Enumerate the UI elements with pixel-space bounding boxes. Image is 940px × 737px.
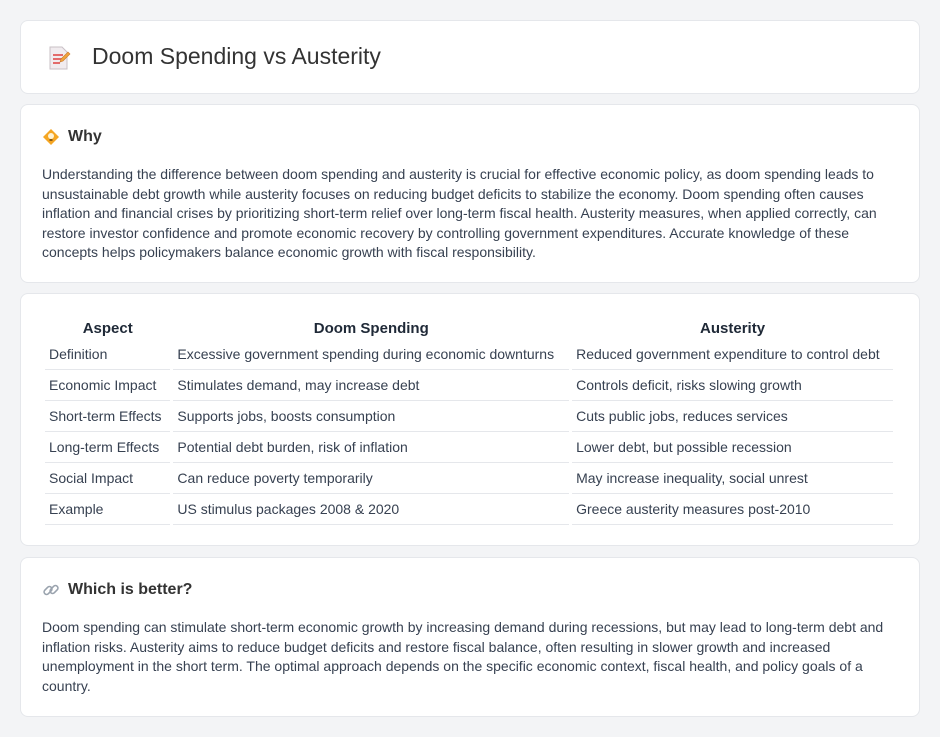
table-cell: Cuts public jobs, reduces services bbox=[572, 401, 893, 432]
table-cell: Reduced government expenditure to control debt bbox=[572, 339, 893, 370]
table-cell: Greece austerity measures post-2010 bbox=[572, 494, 893, 525]
table-row bbox=[45, 432, 893, 463]
table-cell: Example bbox=[45, 494, 170, 525]
table-header-row bbox=[45, 315, 893, 339]
table-cell: Long-term Effects bbox=[45, 432, 170, 463]
table-cell: Supports jobs, boosts consumption bbox=[173, 401, 569, 432]
table-row bbox=[45, 401, 893, 432]
table-row bbox=[45, 339, 893, 370]
table-cell: Social Impact bbox=[45, 463, 170, 494]
better-heading bbox=[42, 579, 192, 601]
lightbulb-icon bbox=[42, 128, 60, 146]
table-cell: US stimulus packages 2008 & 2020 bbox=[173, 494, 569, 525]
table-cell: Economic Impact bbox=[45, 370, 170, 401]
header-card bbox=[20, 20, 920, 94]
why-paragraph: Understanding the difference between doom spending and austerity is crucial for effective economic policy, as doom spending leads to unsustainable debt growth while austerity focuses on reducing budget deficits to stabilize the economy. Doom spending often causes inflation and financial crises by prioritizing short-term relief over long-term fiscal health. Austerity measures, when applied correctly, can restore investor confidence and promote economic recovery by controlling government expenditures. Accurate knowledge of these concepts helps policymakers balance economic growth with fiscal responsibility. bbox=[42, 166, 877, 261]
header-austerity: Austerity bbox=[700, 320, 766, 337]
header-aspect: Aspect bbox=[82, 320, 133, 337]
table-cell: Excessive government spending during economic downturns bbox=[173, 339, 569, 370]
table-cell: Definition bbox=[45, 339, 170, 370]
why-heading bbox=[42, 126, 102, 148]
table-cell: Short-term Effects bbox=[45, 401, 170, 432]
link-icon bbox=[42, 581, 60, 599]
better-heading-label: Which is better? bbox=[68, 581, 193, 598]
why-heading-label: Why bbox=[68, 128, 102, 145]
table-row bbox=[45, 494, 893, 525]
better-paragraph: Doom spending can stimulate short-term economic growth by increasing demand during recessions, but may lead to long-term debt and inflation risks. Austerity aims to reduce budget deficits and restore fiscal balance, often resulting in slower growth and increased unemployment in the short term. The optimal approach depends on the specific economic context, fiscal health, and policy goals of a country. bbox=[42, 619, 884, 694]
table-cell: May increase inequality, social unrest bbox=[572, 463, 893, 494]
table-cell: Lower debt, but possible recession bbox=[572, 432, 893, 463]
comparison-table bbox=[42, 315, 896, 525]
which-is-better-section bbox=[20, 557, 920, 717]
document-icon bbox=[47, 45, 71, 71]
table-cell: Controls deficit, risks slowing growth bbox=[572, 370, 893, 401]
table-cell: Can reduce poverty temporarily bbox=[173, 463, 569, 494]
table-row bbox=[45, 463, 893, 494]
why-section bbox=[20, 104, 920, 283]
page-title: Doom Spending vs Austerity bbox=[92, 43, 381, 69]
table-row bbox=[45, 370, 893, 401]
comparison-section bbox=[20, 293, 920, 546]
header-doom-spending: Doom Spending bbox=[313, 320, 429, 337]
table-cell: Stimulates demand, may increase debt bbox=[173, 370, 569, 401]
table-cell: Potential debt burden, risk of inflation bbox=[173, 432, 569, 463]
